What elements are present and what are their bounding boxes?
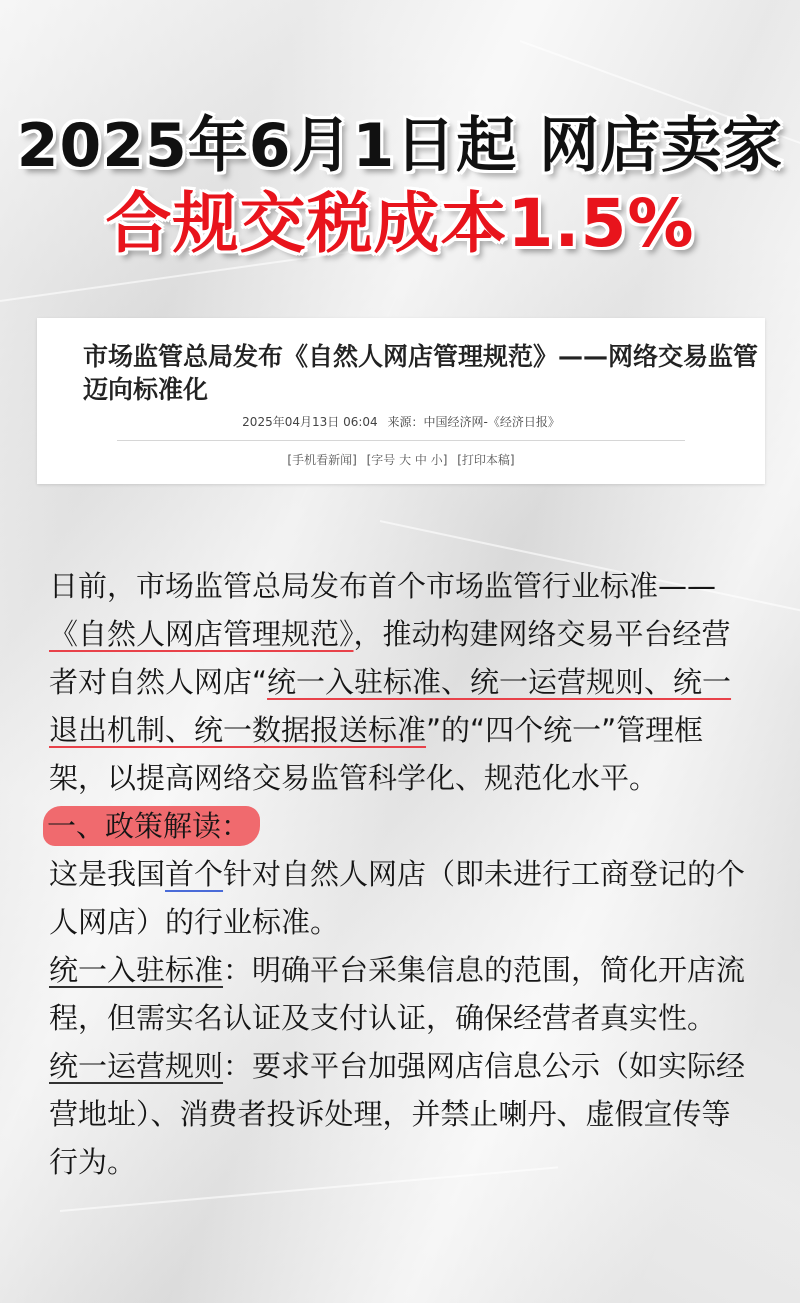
paragraph-operation-rules <box>49 1042 749 1186</box>
paragraph-first-standard <box>49 850 749 946</box>
article-source: 来源：中国经济网-《经济日报》 <box>387 415 560 429</box>
intro-text: 日前，市场监管总局发布首个市场监管行业标准—— <box>49 569 717 603</box>
operation-rules-text: ：要求平台加强网店信息公示（如实际经营地址）、消费者投诉处理，并禁止喇丹、虚假宣传等行为。 <box>49 1049 746 1179</box>
mobile-news-link[interactable]: [手机看新闻] <box>287 453 357 467</box>
body-text: 针对自然人网店（即未进行工商登记的个人网店）的行业标准。 <box>49 857 746 939</box>
article-body <box>49 562 749 1186</box>
headline-line-1: 2025年6月1日起 网店卖家 <box>16 111 784 181</box>
four-unified-standards: 统一入驻标准、统一运营规则、统一退出机制、统一数据报送标准 <box>49 665 732 747</box>
news-article-card <box>37 318 765 484</box>
intro-text: ，推动构建网络交易平台经营者对自然人网店“ <box>49 617 731 699</box>
divider <box>117 440 685 441</box>
font-size-link[interactable]: [字号 大 中 小] <box>366 453 448 467</box>
intro-text: ”的“四个统一”管理框架，以提高网络交易监管科学化、规范化水平。 <box>49 713 704 795</box>
headline-line-2: 合规交税成本1.5% <box>105 185 695 262</box>
first-highlight: 首个 <box>165 857 224 891</box>
article-headline: 市场监管总局发布《自然人网店管理规范》——网络交易监管迈向标准化 <box>83 342 759 404</box>
policy-interpretation-heading: 一、政策解读： <box>43 806 260 846</box>
entry-standard-label: 统一入驻标准 <box>49 953 224 987</box>
paragraph-intro <box>49 562 749 802</box>
operation-rules-label: 统一运营规则 <box>49 1049 224 1083</box>
article-date: 2025年04月13日 06:04 <box>242 415 378 429</box>
regulation-name: 《自然人网店管理规范》 <box>49 617 354 651</box>
entry-standard-text: ：明确平台采集信息的范围，简化开店流程，但需实名认证及支付认证，确保经营者真实性。 <box>49 953 746 1035</box>
body-text: 这是我国 <box>49 857 166 891</box>
print-link[interactable]: [打印本稿] <box>457 453 515 467</box>
section-heading <box>49 802 749 850</box>
article-meta <box>37 413 765 430</box>
paragraph-entry-standard <box>49 946 749 1042</box>
article-links <box>37 451 765 468</box>
